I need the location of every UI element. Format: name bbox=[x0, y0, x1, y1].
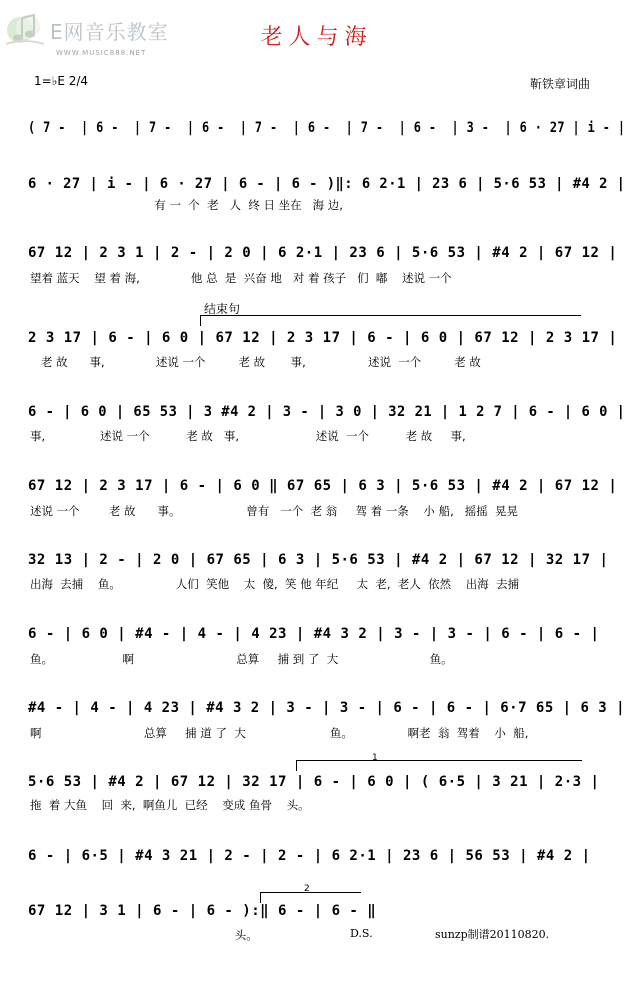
score-line-9-notes: #4 - | 4 - | 4 23 | #4 3 2 | 3 - | 3 - | 6 - | 6 - | 6·7 65 | 6 3 | bbox=[28, 700, 626, 716]
volta-1-number: 1 bbox=[372, 753, 378, 763]
score-line-12-notes: 67 12 | 3 1 | 6 - | 6 - ):‖ 6 - | 6 - ‖ bbox=[28, 903, 377, 919]
end-section-label: 结束句 bbox=[204, 302, 241, 316]
score-line-12-lyrics: 头。 bbox=[30, 928, 258, 942]
composer-credit: 靳铁章词曲 bbox=[530, 77, 591, 91]
score-line-5-notes: 6 - | 6 0 | 65 53 | 3 #4 2 | 3 - | 3 0 | 32 21 | 1 2 7 | 6 - | 6 0 | bbox=[28, 404, 626, 420]
volta-2-number: 2 bbox=[304, 884, 310, 894]
key-signature: 1=♭E 2/4 bbox=[34, 74, 89, 88]
score-line-2-notes: 6 · 27 | i - | 6 · 27 | 6 - | 6 - )‖: 6 2·1 | 23 6 | 5·6 53 | #4 2 | bbox=[28, 176, 626, 192]
logo-url: WWW.MUSIC888.NET bbox=[56, 49, 147, 57]
score-line-1-notes: ( 7 - | 6 - | 7 - | 6 - | 7 - | 6 - | 7 - | 6 - | 3 - | 6 · 27 | i - | bbox=[28, 120, 626, 136]
score-line-10-notes: 5·6 53 | #4 2 | 67 12 | 32 17 | 6 - | 6 0 | ( 6·5 | 3 21 | 2·3 | bbox=[28, 774, 600, 790]
score-line-8-notes: 6 - | 6 0 | #4 - | 4 - | 4 23 | #4 3 2 | 3 - | 3 - | 6 - | 6 - | bbox=[28, 626, 600, 642]
score-line-4-lyrics: 老 故 事, 述说 一个 老 故 事, 述说 一个 老 故 bbox=[30, 355, 481, 369]
logo-text: E网音乐教室 bbox=[50, 20, 169, 44]
volta-2-bracket bbox=[260, 892, 361, 903]
transcriber-note: sunzp制谱20110820. bbox=[435, 928, 550, 941]
song-title: 老人与海 bbox=[260, 25, 373, 50]
score-line-6-lyrics: 述说 一个 老 故 事。 曾有 一个 老 翁 驾 着 一条 小 船, 摇摇 晃晃 bbox=[30, 504, 519, 518]
score-line-7-lyrics: 出海 去捕 鱼。 人们 笑他 太 傻, 笑 他 年纪 太 老, 老人 依然 出海 去捕 bbox=[30, 577, 520, 591]
score-line-3-notes: 67 12 | 2 3 1 | 2 - | 2 0 | 6 2·1 | 23 6 | 5·6 53 | #4 2 | 67 12 | bbox=[28, 245, 618, 261]
score-line-8-lyrics: 鱼。 啊 总算 捕 到 了 大 鱼。 bbox=[30, 652, 453, 666]
score-line-9-lyrics: 啊 总算 捕 道 了 大 鱼。 啊老 翁 驾着 小 船, bbox=[30, 726, 529, 740]
score-line-5-lyrics: 事, 述说 一个 老 故 事, 述说 一个 老 故 事, bbox=[30, 429, 466, 443]
volta-1-bracket bbox=[296, 760, 582, 771]
score-line-4-notes: 2 3 17 | 6 - | 6 0 | 67 12 | 2 3 17 | 6 - | 6 0 | 67 12 | 2 3 17 | bbox=[28, 330, 618, 346]
score-line-11-notes: 6 - | 6·5 | #4 3 21 | 2 - | 2 - | 6 2·1 | 23 6 | 56 53 | #4 2 | bbox=[28, 848, 591, 864]
score-line-6-notes: 67 12 | 2 3 17 | 6 - | 6 0 ‖ 67 65 | 6 3 | 5·6 53 | #4 2 | 67 12 | bbox=[28, 478, 618, 494]
score-line-3-lyrics: 望着 蓝天 望 着 海, 他 总 是 兴奋 地 对 着 孩子 们 嘟 述说 一个 bbox=[30, 271, 452, 285]
score-line-2-lyrics: 有 一 个 老 人 终 日 坐在 海 边, bbox=[30, 198, 343, 212]
score-line-10-lyrics: 拖 着 大鱼 回 来, 啊鱼儿 已经 变成 鱼骨 头。 bbox=[30, 798, 310, 812]
ds-marking: D.S. bbox=[350, 927, 373, 940]
end-section-bracket bbox=[200, 315, 581, 326]
score-line-7-notes: 32 13 | 2 - | 2 0 | 67 65 | 6 3 | 5·6 53 | #4 2 | 67 12 | 32 17 | bbox=[28, 552, 609, 568]
